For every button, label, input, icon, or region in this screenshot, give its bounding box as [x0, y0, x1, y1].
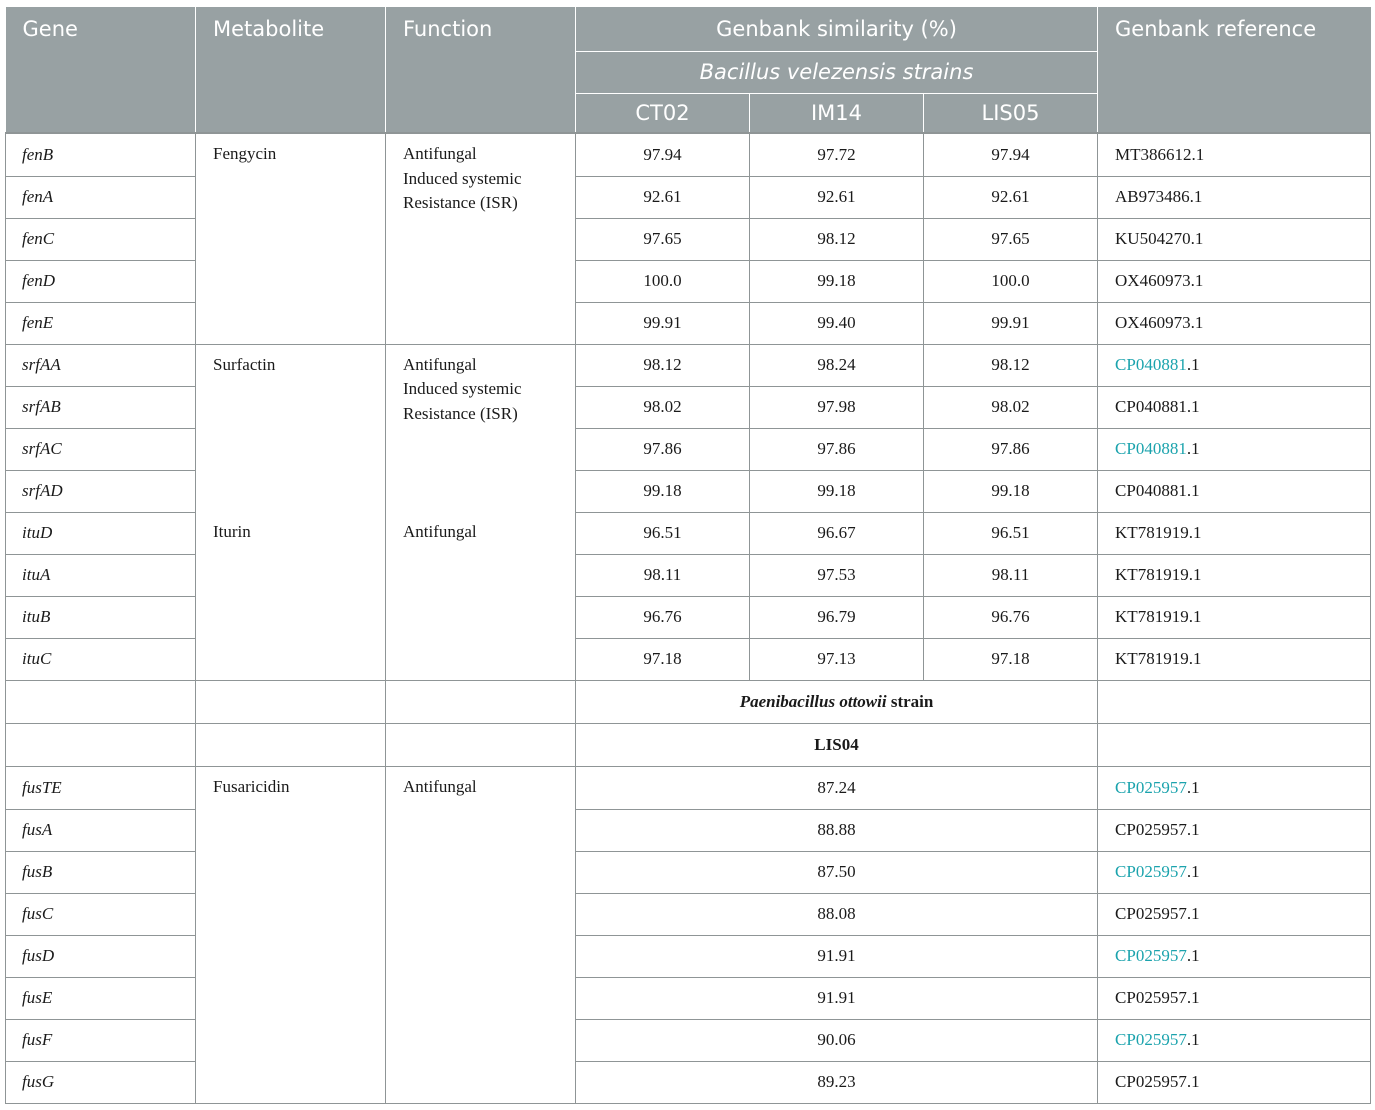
ct02-cell: 99.18 — [576, 470, 750, 512]
im14-cell: 98.24 — [750, 344, 924, 386]
lis04-cell: 88.08 — [576, 893, 1098, 935]
table-row — [6, 133, 1371, 176]
metabolite-cell: Fengycin — [196, 133, 386, 344]
empty-cell — [1098, 723, 1371, 766]
reference-cell — [1098, 344, 1371, 386]
ct02-cell: 99.91 — [576, 302, 750, 344]
reference-version: .1 — [1186, 988, 1200, 1007]
reference-cell — [1098, 176, 1371, 218]
function-line: Antifungal — [403, 354, 477, 374]
gene-cell: fusG — [6, 1061, 196, 1103]
gene-cell: fenB — [6, 133, 196, 176]
lis05-cell: 96.76 — [924, 596, 1098, 638]
table-body — [6, 133, 1371, 1103]
gene-cell: ituD — [6, 512, 196, 554]
lis05-cell: 96.51 — [924, 512, 1098, 554]
im14-cell: 99.18 — [750, 470, 924, 512]
reference-version: .1 — [1186, 481, 1200, 500]
ct02-cell: 97.65 — [576, 218, 750, 260]
gene-cell: fusE — [6, 977, 196, 1019]
col-header-strain-im14: IM14 — [750, 93, 924, 133]
paenibacillus-strain-label: LIS04 — [576, 723, 1098, 766]
ct02-cell: 96.76 — [576, 596, 750, 638]
im14-cell: 99.18 — [750, 260, 924, 302]
metabolite-cell: Iturin — [196, 512, 386, 680]
gene-cell: fenC — [6, 218, 196, 260]
reference-accession: KT781919 — [1115, 523, 1189, 542]
reference-link[interactable]: CP040881 — [1115, 439, 1187, 458]
reference-accession: CP040881 — [1115, 481, 1187, 500]
gene-cell: ituA — [6, 554, 196, 596]
reference-version: .1 — [1190, 229, 1204, 248]
gene-cell: srfAA — [6, 344, 196, 386]
metabolite-cell: Fusaricidin — [196, 766, 386, 1103]
ct02-cell: 98.02 — [576, 386, 750, 428]
im14-cell: 97.53 — [750, 554, 924, 596]
reference-accession: KT781919 — [1115, 607, 1189, 626]
im14-cell: 99.40 — [750, 302, 924, 344]
gene-cell: srfAC — [6, 428, 196, 470]
im14-cell: 96.67 — [750, 512, 924, 554]
gene-cell: fenA — [6, 176, 196, 218]
reference-accession: CP040881 — [1115, 397, 1187, 416]
im14-cell: 97.98 — [750, 386, 924, 428]
gene-cell: fenE — [6, 302, 196, 344]
lis04-cell: 89.23 — [576, 1061, 1098, 1103]
lis05-cell: 98.12 — [924, 344, 1098, 386]
reference-cell — [1098, 1019, 1371, 1061]
lis05-cell: 97.18 — [924, 638, 1098, 680]
reference-accession: KT781919 — [1115, 649, 1189, 668]
reference-accession: KU504270 — [1115, 229, 1191, 248]
reference-version: .1 — [1190, 313, 1204, 332]
col-header-similarity: Genbank similarity (%) — [576, 7, 1098, 51]
lis04-cell: 87.24 — [576, 766, 1098, 809]
function-cell — [386, 344, 576, 512]
im14-cell: 97.13 — [750, 638, 924, 680]
im14-cell: 97.72 — [750, 133, 924, 176]
reference-version: .1 — [1186, 355, 1200, 374]
empty-cell — [6, 680, 196, 723]
col-header-gene: Gene — [6, 7, 196, 133]
lis05-cell: 100.0 — [924, 260, 1098, 302]
reference-version: .1 — [1190, 271, 1204, 290]
species-name: Paenibacillus ottowii — [739, 691, 887, 711]
reference-version: .1 — [1189, 187, 1203, 206]
reference-version: .1 — [1186, 820, 1200, 839]
empty-cell — [196, 723, 386, 766]
reference-version: .1 — [1186, 946, 1200, 965]
gene-cell: fusB — [6, 851, 196, 893]
function-line: Induced systemic — [403, 168, 522, 188]
gene-cell: ituC — [6, 638, 196, 680]
gene-cell: fusA — [6, 809, 196, 851]
table-header — [6, 7, 1371, 133]
gene-cell: fusTE — [6, 766, 196, 809]
gene-cell: ituB — [6, 596, 196, 638]
reference-cell — [1098, 851, 1371, 893]
table-row — [6, 766, 1371, 809]
gene-cell: fusF — [6, 1019, 196, 1061]
function-cell: Antifungal — [386, 512, 576, 680]
reference-cell — [1098, 428, 1371, 470]
lis05-cell: 99.91 — [924, 302, 1098, 344]
im14-cell: 98.12 — [750, 218, 924, 260]
ct02-cell: 97.94 — [576, 133, 750, 176]
empty-cell — [1098, 680, 1371, 723]
reference-cell — [1098, 893, 1371, 935]
reference-cell — [1098, 977, 1371, 1019]
reference-version: .1 — [1186, 904, 1200, 923]
reference-cell — [1098, 935, 1371, 977]
reference-cell — [1098, 1061, 1371, 1103]
reference-cell — [1098, 596, 1371, 638]
reference-accession: KT781919 — [1115, 565, 1189, 584]
reference-version: .1 — [1188, 607, 1202, 626]
reference-version: .1 — [1188, 649, 1202, 668]
empty-cell — [6, 723, 196, 766]
reference-version: .1 — [1191, 144, 1205, 164]
lis04-cell: 90.06 — [576, 1019, 1098, 1061]
function-cell: Antifungal — [386, 766, 576, 1103]
reference-cell — [1098, 133, 1371, 176]
reference-cell — [1098, 766, 1371, 809]
lis05-cell: 97.94 — [924, 133, 1098, 176]
table-row — [6, 344, 1371, 386]
reference-accession: CP025957 — [1115, 820, 1187, 839]
table-row — [6, 680, 1371, 723]
lis05-cell: 92.61 — [924, 176, 1098, 218]
reference-accession: OX460973 — [1115, 271, 1191, 290]
strain-word: strain — [886, 691, 934, 711]
reference-link[interactable]: CP025957 — [1115, 946, 1187, 965]
reference-version: .1 — [1188, 523, 1202, 542]
reference-version: .1 — [1186, 862, 1200, 881]
gene-cell: fusD — [6, 935, 196, 977]
im14-cell: 96.79 — [750, 596, 924, 638]
gene-cell: fusC — [6, 893, 196, 935]
reference-cell — [1098, 386, 1371, 428]
reference-accession: CP025957 — [1115, 988, 1187, 1007]
ct02-cell: 96.51 — [576, 512, 750, 554]
reference-accession: CP025957 — [1115, 1072, 1187, 1091]
col-header-reference: Genbank reference — [1098, 7, 1371, 133]
reference-version: .1 — [1186, 439, 1200, 458]
reference-version: .1 — [1186, 1030, 1200, 1049]
metabolite-cell: Surfactin — [196, 344, 386, 512]
empty-cell — [386, 723, 576, 766]
table-row — [6, 723, 1371, 766]
im14-cell: 92.61 — [750, 176, 924, 218]
col-header-bacillus-strains: Bacillus velezensis strains — [576, 51, 1098, 93]
reference-cell — [1098, 218, 1371, 260]
col-header-metabolite: Metabolite — [196, 7, 386, 133]
reference-cell — [1098, 302, 1371, 344]
reference-version: .1 — [1186, 397, 1200, 416]
ct02-cell: 98.11 — [576, 554, 750, 596]
lis05-cell: 98.02 — [924, 386, 1098, 428]
reference-accession: AB973486 — [1115, 187, 1190, 206]
col-header-function: Function — [386, 7, 576, 133]
reference-link[interactable]: CP025957 — [1115, 777, 1187, 797]
reference-accession: OX460973 — [1115, 313, 1191, 332]
empty-cell — [386, 680, 576, 723]
ct02-cell: 92.61 — [576, 176, 750, 218]
reference-accession: CP025957 — [1115, 904, 1187, 923]
gene-similarity-table — [5, 7, 1371, 1104]
reference-version: .1 — [1188, 565, 1202, 584]
function-line: Resistance (ISR) — [403, 193, 518, 212]
col-header-strain-lis05: LIS05 — [924, 93, 1098, 133]
function-cell — [386, 133, 576, 344]
lis05-cell: 99.18 — [924, 470, 1098, 512]
paenibacillus-species-label — [576, 680, 1098, 723]
table-row — [6, 512, 1371, 554]
reference-version: .1 — [1186, 1072, 1200, 1091]
lis05-cell: 98.11 — [924, 554, 1098, 596]
ct02-cell: 98.12 — [576, 344, 750, 386]
ct02-cell: 97.18 — [576, 638, 750, 680]
function-line: Induced systemic — [403, 379, 522, 398]
function-line: Antifungal — [403, 144, 477, 163]
reference-cell — [1098, 554, 1371, 596]
lis04-cell: 88.88 — [576, 809, 1098, 851]
reference-cell — [1098, 512, 1371, 554]
reference-cell — [1098, 260, 1371, 302]
lis04-cell: 91.91 — [576, 935, 1098, 977]
gene-cell: fenD — [6, 260, 196, 302]
gene-cell: srfAD — [6, 470, 196, 512]
lis04-cell: 91.91 — [576, 977, 1098, 1019]
reference-cell — [1098, 638, 1371, 680]
gene-cell: srfAB — [6, 386, 196, 428]
lis04-cell: 87.50 — [576, 851, 1098, 893]
reference-cell — [1098, 470, 1371, 512]
lis05-cell: 97.65 — [924, 218, 1098, 260]
lis05-cell: 97.86 — [924, 428, 1098, 470]
reference-accession: MT386612 — [1115, 144, 1192, 164]
col-header-strain-ct02: CT02 — [576, 93, 750, 133]
reference-link[interactable]: CP040881 — [1115, 355, 1187, 374]
function-line: Resistance (ISR) — [403, 403, 518, 423]
reference-cell — [1098, 809, 1371, 851]
im14-cell: 97.86 — [750, 428, 924, 470]
ct02-cell: 97.86 — [576, 428, 750, 470]
empty-cell — [196, 680, 386, 723]
reference-link[interactable]: CP025957 — [1115, 862, 1187, 881]
reference-link[interactable]: CP025957 — [1115, 1030, 1187, 1049]
reference-version: .1 — [1186, 777, 1200, 797]
ct02-cell: 100.0 — [576, 260, 750, 302]
